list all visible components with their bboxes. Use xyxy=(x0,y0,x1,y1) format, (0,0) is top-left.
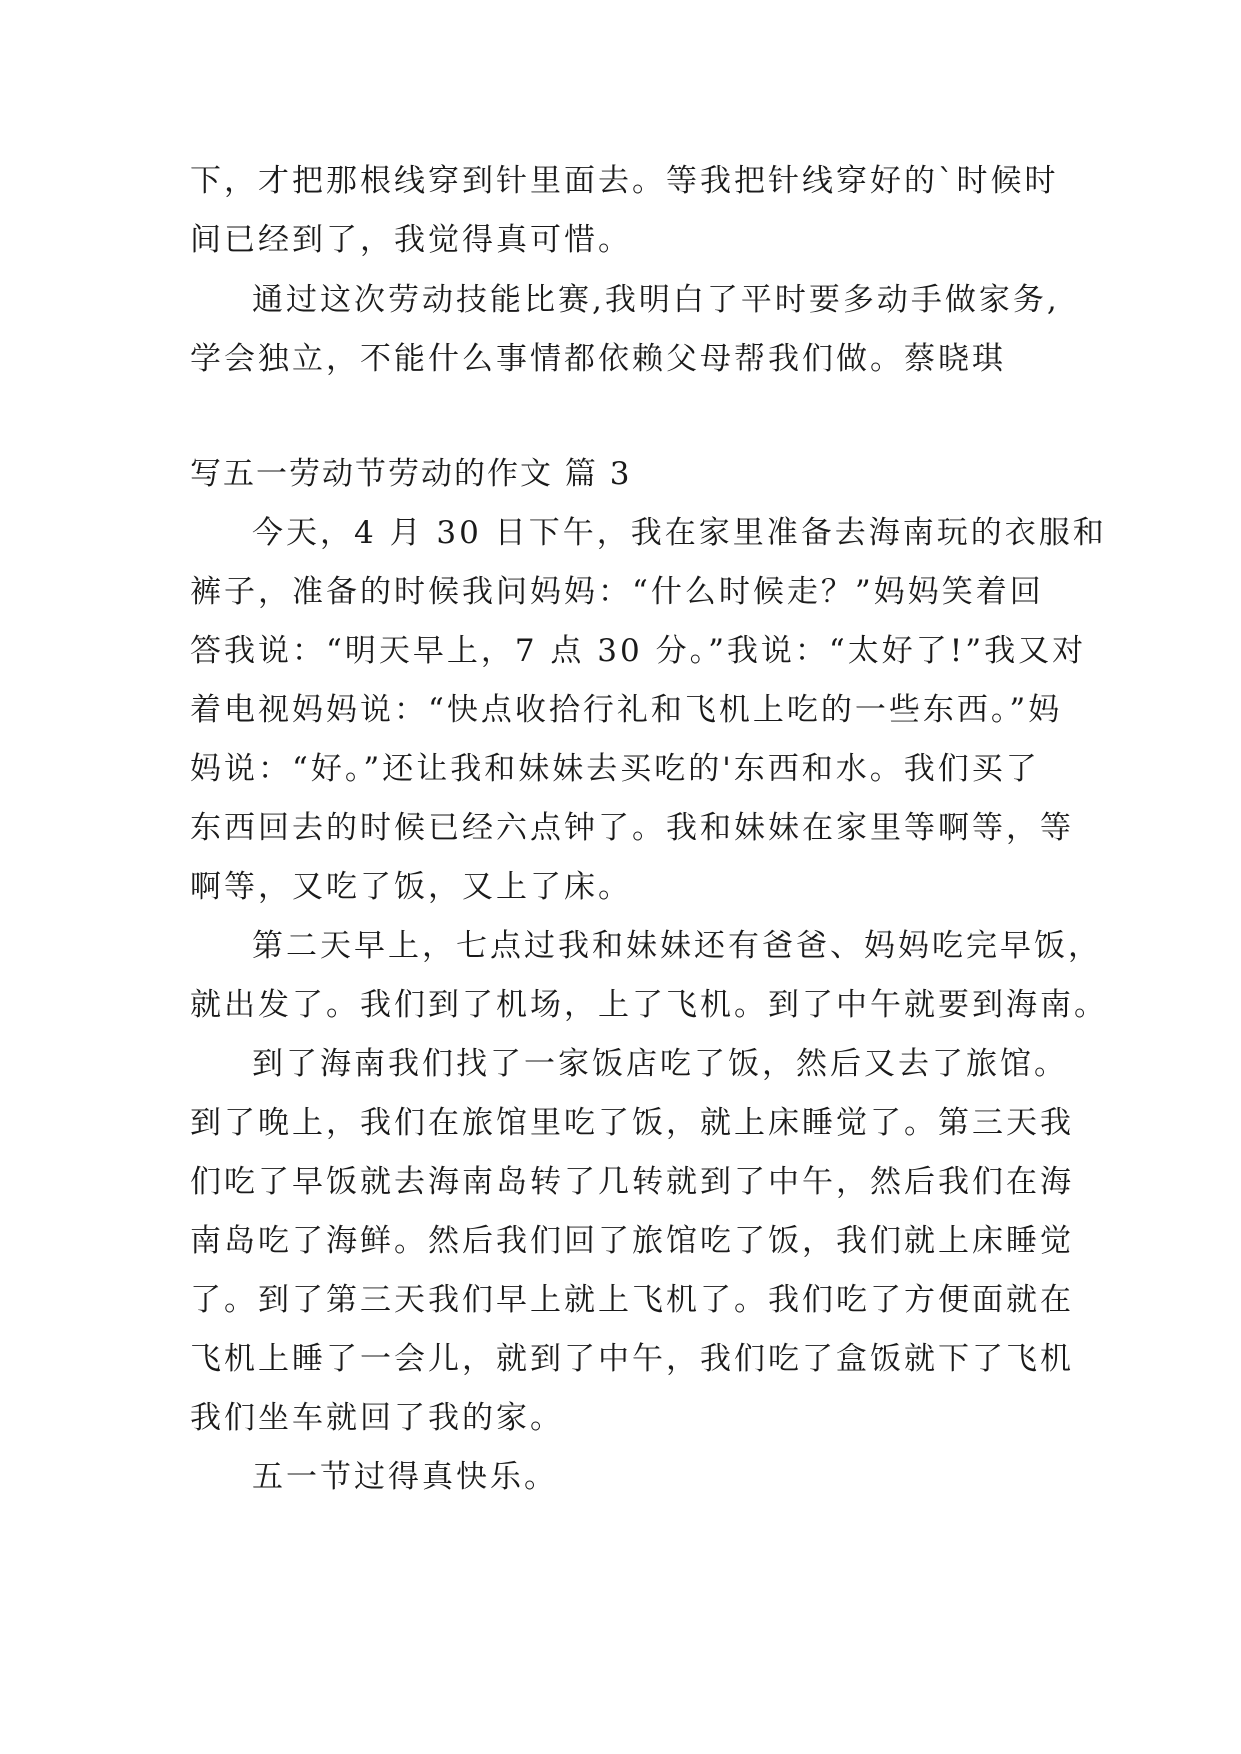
text-line: 今天，4 月 30 日下午，我在家里准备去海南玩的衣服和 xyxy=(252,515,1107,551)
text-line: 我们坐车就回了我的家。 xyxy=(190,1400,564,1436)
text-line: 答我说：“明天早上，7 点 30 分。”我说：“太好了!”我又对 xyxy=(190,633,1087,669)
text-line: 着电视妈妈说：“快点收拾行礼和飞机上吃的一些东西。”妈 xyxy=(190,692,1063,728)
text-line: 了。到了第三天我们早上就上飞机了。我们吃了方便面就在 xyxy=(190,1282,1074,1318)
text-line: 裤子，准备的时候我问妈妈：“什么时候走？”妈妈笑着回 xyxy=(190,574,1044,610)
text-line: 下，才把那根线穿到针里面去。等我把针线穿好的`时候时 xyxy=(190,163,1059,199)
text-line: 到了晚上，我们在旅馆里吃了饭，就上床睡觉了。第三天我 xyxy=(190,1105,1074,1141)
text-line: 间已经到了，我觉得真可惜。 xyxy=(190,222,632,258)
text-line: 到了海南我们找了一家饭店吃了饭，然后又去了旅馆。 xyxy=(252,1046,1068,1082)
section-heading: 写五一劳动节劳动的作文 篇 3 xyxy=(190,456,632,492)
text-line: 五一节过得真快乐。 xyxy=(252,1459,558,1495)
text-line: 通过这次劳动技能比赛,我明白了平时要多动手做家务, xyxy=(252,282,1060,318)
text-line: 啊等，又吃了饭，又上了床。 xyxy=(190,869,632,905)
text-line: 就出发了。我们到了机场，上了飞机。到了中午就要到海南。 xyxy=(190,987,1108,1023)
text-line: 们吃了早饭就去海南岛转了几转就到了中午，然后我们在海 xyxy=(190,1164,1074,1200)
text-line: 妈说：“好。”还让我和妹妹去买吃的'东西和水。我们买了 xyxy=(190,751,1040,787)
text-line: 南岛吃了海鲜。然后我们回了旅馆吃了饭，我们就上床睡觉 xyxy=(190,1223,1074,1259)
text-line: 第二天早上，七点过我和妹妹还有爸爸、妈妈吃完早饭， xyxy=(252,928,1102,964)
text-line: 学会独立，不能什么事情都依赖父母帮我们做。蔡晓琪 xyxy=(190,341,1006,377)
text-line: 东西回去的时候已经六点钟了。我和妹妹在家里等啊等，等 xyxy=(190,810,1074,846)
text-line: 飞机上睡了一会儿，就到了中午，我们吃了盒饭就下了飞机 xyxy=(190,1341,1074,1377)
